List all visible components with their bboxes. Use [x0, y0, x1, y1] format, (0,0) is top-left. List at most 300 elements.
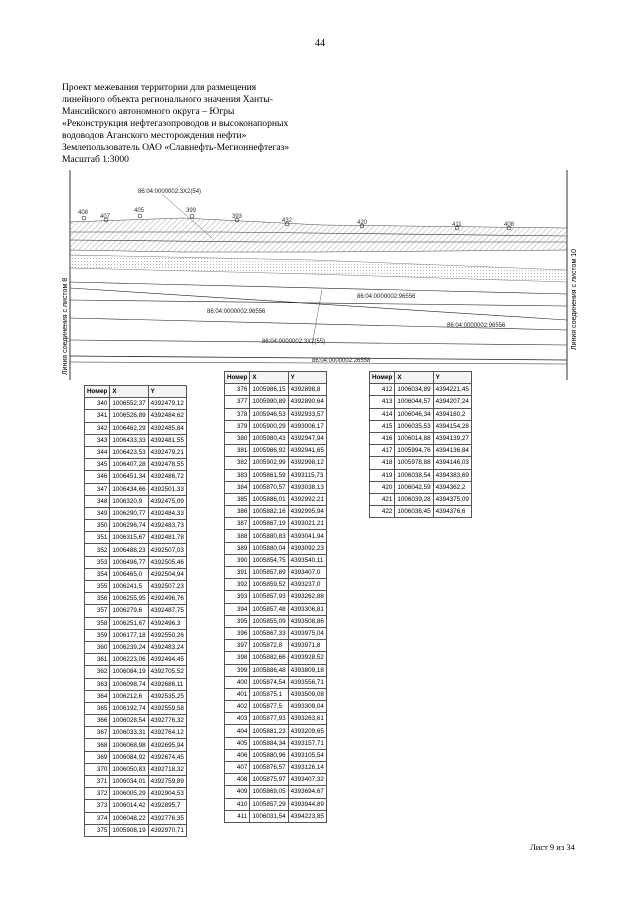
- header-line: «Реконструкция нефтегазопроводов и высоконапорных: [62, 118, 289, 129]
- x-coordinate: 1006192,74: [110, 702, 148, 714]
- y-coordinate: 4392481,78: [148, 532, 186, 544]
- x-coordinate: 1006423,53: [110, 446, 148, 458]
- y-coordinate: 4394139,27: [433, 432, 471, 444]
- table-row: [225, 518, 327, 530]
- table-row: [85, 678, 187, 690]
- point-number: 366: [85, 715, 110, 727]
- point-number: 378: [225, 408, 250, 420]
- y-coordinate: 4392535,25: [148, 690, 186, 702]
- y-coordinate: 4392970,71: [148, 824, 186, 836]
- x-coordinate: 1006068,98: [110, 739, 148, 751]
- page-number: 44: [315, 38, 325, 49]
- table-row: [85, 471, 187, 483]
- table-row: [85, 495, 187, 507]
- point-number: 380: [225, 432, 250, 444]
- table-row: [85, 617, 187, 629]
- x-coordinate: 1005877,93: [250, 713, 288, 725]
- y-coordinate: 4393262,88: [288, 591, 326, 603]
- point-number: 362: [85, 666, 110, 678]
- map-drawing: [62, 170, 582, 380]
- x-coordinate: 1005986,15: [250, 384, 288, 396]
- table-row: [85, 593, 187, 605]
- point-number: 369: [85, 751, 110, 763]
- y-coordinate: 4393540,11: [288, 554, 326, 566]
- x-coordinate: 1006177,18: [110, 629, 148, 641]
- point-number: 355: [85, 581, 110, 593]
- table-row: [370, 445, 472, 457]
- scale-line: Масштаб 1:3000: [62, 154, 129, 165]
- header-line: водоводов Аганского месторождения нефти»: [62, 130, 247, 141]
- table-row: [85, 629, 187, 641]
- y-coordinate: 4394362,2: [433, 481, 471, 493]
- y-coordinate: 4394207,24: [433, 396, 471, 408]
- parcel-label: 86:04:0000002:96556: [207, 309, 266, 315]
- x-coordinate: 1006084,19: [110, 666, 148, 678]
- x-coordinate: 1006279,6: [110, 605, 148, 617]
- x-coordinate: 1005867,33: [250, 627, 288, 639]
- point-number: 400: [225, 676, 250, 688]
- x-coordinate: 1005857,93: [250, 591, 288, 603]
- table-row: [225, 530, 327, 542]
- table-row: [225, 640, 327, 652]
- x-coordinate: 1005881,23: [250, 725, 288, 737]
- y-coordinate: 4392941,65: [288, 445, 326, 457]
- table-row: [225, 481, 327, 493]
- point-number: 387: [225, 518, 250, 530]
- sheet-counter: Лист 9 из 34: [530, 842, 575, 852]
- table-row: [85, 581, 187, 593]
- table-row: [225, 713, 327, 725]
- table-row: [225, 749, 327, 761]
- column-header: Номер: [85, 386, 110, 398]
- table-row: [85, 788, 187, 800]
- column-header: X: [250, 372, 288, 384]
- table-row: [225, 432, 327, 444]
- table-row: [225, 445, 327, 457]
- column-header: Y: [288, 372, 326, 384]
- point-label: 405: [134, 208, 145, 214]
- point-number: 397: [225, 640, 250, 652]
- table-row: [225, 798, 327, 810]
- y-coordinate: 4392705,52: [148, 666, 186, 678]
- table-row: [370, 384, 472, 396]
- point-number: 373: [85, 800, 110, 812]
- header-line: линейного объекта регионального значения Ханты-: [62, 94, 273, 105]
- point-number: 408: [225, 774, 250, 786]
- table-header-row: [85, 386, 187, 398]
- point-number: 403: [225, 713, 250, 725]
- y-coordinate: 4392479,12: [148, 398, 186, 410]
- column-header: Номер: [225, 372, 250, 384]
- parcel-label: 86:04:0000002:96556: [357, 294, 416, 300]
- table-row: [225, 457, 327, 469]
- coordinates-table-2: [224, 371, 327, 823]
- x-coordinate: 1006039,28: [395, 493, 433, 505]
- x-coordinate: 1006434,66: [110, 483, 148, 495]
- x-coordinate: 1005994,76: [395, 445, 433, 457]
- x-coordinate: 1006046,34: [395, 408, 433, 420]
- point-number: 377: [225, 396, 250, 408]
- table-row: [85, 483, 187, 495]
- x-coordinate: 1005875,97: [250, 774, 288, 786]
- table-row: [85, 446, 187, 458]
- x-coordinate: 1005882,66: [250, 652, 288, 664]
- x-coordinate: 1006296,74: [110, 520, 148, 532]
- y-coordinate: 4394376,6: [433, 506, 471, 518]
- point-number: 396: [225, 627, 250, 639]
- table-row: [225, 762, 327, 774]
- point-number: 406: [225, 749, 250, 761]
- x-coordinate: 1006462,29: [110, 422, 148, 434]
- point-number: 412: [370, 384, 395, 396]
- y-coordinate: 4394223,85: [288, 810, 326, 822]
- table-row: [85, 702, 187, 714]
- table-row: [225, 567, 327, 579]
- point-number: 415: [370, 420, 395, 432]
- x-coordinate: 1006044,57: [395, 396, 433, 408]
- point-number: 376: [225, 384, 250, 396]
- point-number: 419: [370, 469, 395, 481]
- y-coordinate: 4393694,67: [288, 786, 326, 798]
- table-row: [225, 493, 327, 505]
- table-row: [225, 469, 327, 481]
- point-number: 367: [85, 727, 110, 739]
- x-coordinate: 1006034,01: [110, 776, 148, 788]
- x-coordinate: 1005872,8: [250, 640, 288, 652]
- table-row: [370, 481, 472, 493]
- table-row: [85, 812, 187, 824]
- table-row: [85, 434, 187, 446]
- y-coordinate: 4394146,03: [433, 457, 471, 469]
- x-coordinate: 1005870,57: [250, 481, 288, 493]
- x-coordinate: 1005854,75: [250, 554, 288, 566]
- coordinates-table-1: [84, 385, 187, 837]
- y-coordinate: 4393105,54: [288, 749, 326, 761]
- point-number: 390: [225, 554, 250, 566]
- x-coordinate: 1005900,29: [250, 420, 288, 432]
- y-coordinate: 4392898,8: [288, 384, 326, 396]
- point-number: 383: [225, 469, 250, 481]
- table-row: [225, 701, 327, 713]
- y-coordinate: 4392895,7: [148, 800, 186, 812]
- table-row: [85, 776, 187, 788]
- x-coordinate: 1005874,54: [250, 676, 288, 688]
- y-coordinate: 4393971,8: [288, 640, 326, 652]
- y-coordinate: 4392764,12: [148, 727, 186, 739]
- table-row: [85, 641, 187, 653]
- point-number: 405: [225, 737, 250, 749]
- y-coordinate: 4392759,89: [148, 776, 186, 788]
- point-number: 347: [85, 483, 110, 495]
- point-number: 399: [225, 664, 250, 676]
- y-coordinate: 4392496,76: [148, 593, 186, 605]
- x-coordinate: 1006223,06: [110, 654, 148, 666]
- y-coordinate: 4392483,24: [148, 641, 186, 653]
- y-coordinate: 4392494,45: [148, 654, 186, 666]
- table-row: [225, 408, 327, 420]
- column-header: Y: [433, 372, 471, 384]
- table-row: [225, 676, 327, 688]
- x-coordinate: 1006496,77: [110, 556, 148, 568]
- y-coordinate: 4393092,23: [288, 542, 326, 554]
- table-row: [225, 396, 327, 408]
- y-coordinate: 4392479,21: [148, 446, 186, 458]
- y-coordinate: 4392890,64: [288, 396, 326, 408]
- point-number: 421: [370, 493, 395, 505]
- x-coordinate: 1005886,01: [250, 493, 288, 505]
- x-coordinate: 1005857,48: [250, 603, 288, 615]
- table-row: [370, 457, 472, 469]
- y-coordinate: 4392485,84: [148, 422, 186, 434]
- y-coordinate: 4393975,04: [288, 627, 326, 639]
- x-coordinate: 1006050,83: [110, 763, 148, 775]
- x-coordinate: 1006084,92: [110, 751, 148, 763]
- y-coordinate: 4393006,17: [288, 420, 326, 432]
- point-label: 408: [78, 210, 89, 216]
- header-line: Землепользователь ОАО «Славнефть-Мегионнефтегаз»: [62, 142, 290, 153]
- point-number: 410: [225, 798, 250, 810]
- y-coordinate: 4393309,04: [288, 701, 326, 713]
- point-number: 372: [85, 788, 110, 800]
- x-coordinate: 1006488,23: [110, 544, 148, 556]
- point-number: 404: [225, 725, 250, 737]
- table-row: [85, 751, 187, 763]
- x-coordinate: 1006290,77: [110, 507, 148, 519]
- x-coordinate: 1005908,19: [110, 824, 148, 836]
- y-coordinate: 4392904,53: [148, 788, 186, 800]
- x-coordinate: 1006028,54: [110, 715, 148, 727]
- x-coordinate: 1005876,57: [250, 762, 288, 774]
- point-number: 340: [85, 398, 110, 410]
- y-coordinate: 4393038,13: [288, 481, 326, 493]
- point-number: 350: [85, 520, 110, 532]
- parcel-label: 86:04:0000002:26558: [312, 358, 371, 364]
- x-coordinate: 1005877,5: [250, 701, 288, 713]
- point-number: 414: [370, 408, 395, 420]
- table-row: [370, 493, 472, 505]
- point-number: 389: [225, 542, 250, 554]
- point-number: 359: [85, 629, 110, 641]
- x-coordinate: 1005880,83: [250, 530, 288, 542]
- point-number: 341: [85, 410, 110, 422]
- y-coordinate: 4392478,55: [148, 459, 186, 471]
- x-coordinate: 1005946,53: [250, 408, 288, 420]
- point-number: 345: [85, 459, 110, 471]
- table-row: [85, 398, 187, 410]
- table-row: [225, 554, 327, 566]
- table-row: [85, 556, 187, 568]
- point-number: 391: [225, 567, 250, 579]
- y-coordinate: 4392501,33: [148, 483, 186, 495]
- x-coordinate: 1006320,9: [110, 495, 148, 507]
- y-coordinate: 4393209,65: [288, 725, 326, 737]
- x-coordinate: 1005980,43: [250, 432, 288, 444]
- y-coordinate: 4392947,94: [288, 432, 326, 444]
- x-coordinate: 1006451,34: [110, 471, 148, 483]
- point-number: 382: [225, 457, 250, 469]
- table-header-row: [370, 372, 472, 384]
- y-coordinate: 4393115,73: [288, 469, 326, 481]
- parcel-label: 86:04:0000002:3X2(55): [262, 339, 326, 345]
- table-row: [225, 384, 327, 396]
- table-row: [225, 786, 327, 798]
- point-number: 398: [225, 652, 250, 664]
- x-coordinate: 1006315,67: [110, 532, 148, 544]
- point-number: 392: [225, 579, 250, 591]
- y-coordinate: 4394375,09: [433, 493, 471, 505]
- y-coordinate: 4393809,18: [288, 664, 326, 676]
- y-coordinate: 4392475,09: [148, 495, 186, 507]
- point-number: 418: [370, 457, 395, 469]
- table-row: [85, 410, 187, 422]
- table-row: [85, 690, 187, 702]
- table-row: [370, 396, 472, 408]
- x-coordinate: 1005855,09: [250, 615, 288, 627]
- y-coordinate: 4392933,57: [288, 408, 326, 420]
- coordinates-table-3: [369, 371, 472, 518]
- point-number: 368: [85, 739, 110, 751]
- x-coordinate: 1006433,33: [110, 434, 148, 446]
- table-row: [85, 824, 187, 836]
- y-coordinate: 4392992,21: [288, 493, 326, 505]
- y-coordinate: 4392504,94: [148, 568, 186, 580]
- x-coordinate: 1005986,92: [250, 445, 288, 457]
- table-row: [225, 810, 327, 822]
- y-coordinate: 4394180,2: [433, 408, 471, 420]
- point-label: 420: [357, 220, 368, 226]
- point-number: 363: [85, 678, 110, 690]
- x-coordinate: 1005859,52: [250, 579, 288, 591]
- table-row: [85, 666, 187, 678]
- point-number: 358: [85, 617, 110, 629]
- table-row: [85, 605, 187, 617]
- point-number: 402: [225, 701, 250, 713]
- table-row: [85, 544, 187, 556]
- point-number: 353: [85, 556, 110, 568]
- table-row: [370, 432, 472, 444]
- x-coordinate: 1006407,28: [110, 459, 148, 471]
- y-coordinate: 4393556,71: [288, 676, 326, 688]
- x-coordinate: 1006241,5: [110, 581, 148, 593]
- y-coordinate: 4392484,62: [148, 410, 186, 422]
- left-connection-label: Линия соединения с листом 8: [62, 277, 69, 375]
- x-coordinate: 1006239,24: [110, 641, 148, 653]
- x-coordinate: 1005978,88: [395, 457, 433, 469]
- table-row: [85, 739, 187, 751]
- point-number: 346: [85, 471, 110, 483]
- x-coordinate: 1005857,89: [250, 567, 288, 579]
- point-number: 384: [225, 481, 250, 493]
- point-number: 364: [85, 690, 110, 702]
- y-coordinate: 4392718,32: [148, 763, 186, 775]
- x-coordinate: 1006042,59: [395, 481, 433, 493]
- point-label: 411: [452, 222, 462, 228]
- x-coordinate: 1006033,31: [110, 727, 148, 739]
- header-line: Мансийского автономного округа – Югры: [62, 106, 235, 117]
- table-row: [225, 725, 327, 737]
- x-coordinate: 1005861,59: [250, 469, 288, 481]
- point-number: 422: [370, 506, 395, 518]
- table-row: [85, 654, 187, 666]
- table-row: [85, 520, 187, 532]
- point-number: 375: [85, 824, 110, 836]
- point-number: 385: [225, 493, 250, 505]
- point-number: 371: [85, 776, 110, 788]
- x-coordinate: 1006255,95: [110, 593, 148, 605]
- y-coordinate: 4394383,69: [433, 469, 471, 481]
- table-row: [225, 737, 327, 749]
- table-row: [225, 579, 327, 591]
- y-coordinate: 4392686,11: [148, 678, 186, 690]
- x-coordinate: 1005880,04: [250, 542, 288, 554]
- point-number: 352: [85, 544, 110, 556]
- x-coordinate: 1005882,16: [250, 506, 288, 518]
- point-number: 357: [85, 605, 110, 617]
- table-row: [225, 420, 327, 432]
- x-coordinate: 1005869,05: [250, 786, 288, 798]
- point-number: 388: [225, 530, 250, 542]
- point-number: 356: [85, 593, 110, 605]
- y-coordinate: 4393928,52: [288, 652, 326, 664]
- y-coordinate: 4392695,94: [148, 739, 186, 751]
- y-coordinate: 4392507,03: [148, 544, 186, 556]
- point-number: 351: [85, 532, 110, 544]
- point-number: 365: [85, 702, 110, 714]
- column-header: Номер: [370, 372, 395, 384]
- point-number: 348: [85, 495, 110, 507]
- point-number: 354: [85, 568, 110, 580]
- y-coordinate: 4392995,94: [288, 506, 326, 518]
- x-coordinate: 1006038,54: [395, 469, 433, 481]
- y-coordinate: 4392486,72: [148, 471, 186, 483]
- y-coordinate: 4393263,61: [288, 713, 326, 725]
- point-number: 381: [225, 445, 250, 457]
- table-row: [225, 603, 327, 615]
- point-number: 393: [225, 591, 250, 603]
- table-row: [225, 688, 327, 700]
- y-coordinate: 4393157,71: [288, 737, 326, 749]
- right-connection-label: Линия соединения с листом 10: [571, 249, 578, 350]
- x-coordinate: 1006014,42: [110, 800, 148, 812]
- table-row: [225, 506, 327, 518]
- y-coordinate: 4393041,94: [288, 530, 326, 542]
- y-coordinate: 4392505,46: [148, 556, 186, 568]
- point-number: 344: [85, 446, 110, 458]
- x-coordinate: 1006465,0: [110, 568, 148, 580]
- point-number: 360: [85, 641, 110, 653]
- y-coordinate: 4392507,23: [148, 581, 186, 593]
- point-number: 409: [225, 786, 250, 798]
- point-number: 416: [370, 432, 395, 444]
- y-coordinate: 4392496,3: [148, 617, 186, 629]
- table-row: [85, 532, 187, 544]
- point-label: 393: [232, 214, 243, 220]
- header-line: Проект межевания территории для размещения: [62, 82, 257, 93]
- table-row: [85, 507, 187, 519]
- y-coordinate: 4393944,89: [288, 798, 326, 810]
- y-coordinate: 4393126,14: [288, 762, 326, 774]
- y-coordinate: 4393407,32: [288, 774, 326, 786]
- x-coordinate: 1006552,37: [110, 398, 148, 410]
- point-number: 407: [225, 762, 250, 774]
- table-row: [85, 763, 187, 775]
- table-row: [225, 664, 327, 676]
- y-coordinate: 4394154,28: [433, 420, 471, 432]
- table-row: [225, 774, 327, 786]
- point-number: 361: [85, 654, 110, 666]
- point-label: 399: [186, 208, 197, 214]
- x-coordinate: 1006526,89: [110, 410, 148, 422]
